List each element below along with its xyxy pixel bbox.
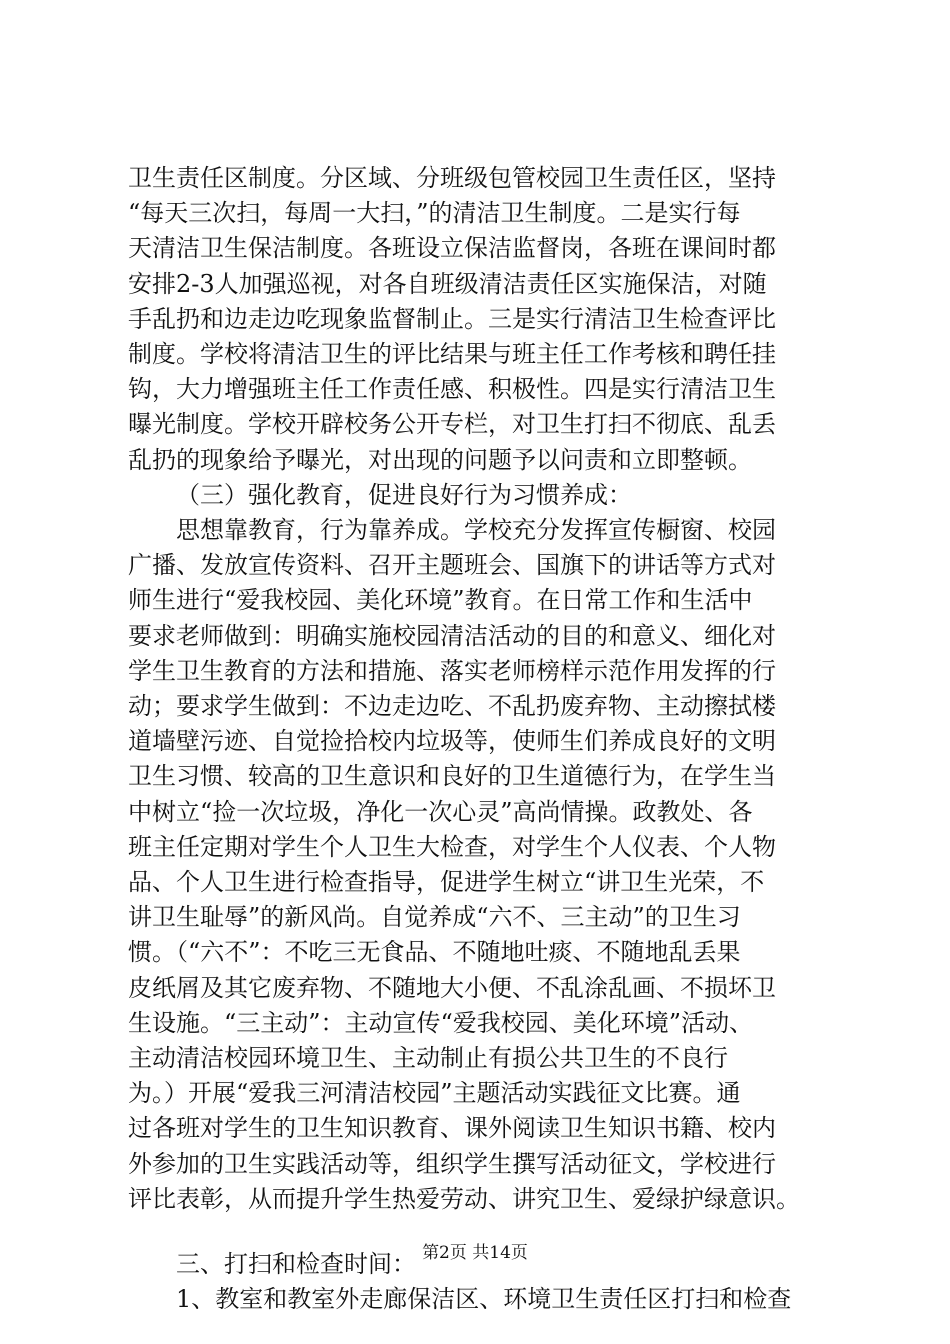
text-line: “每天三次扫，每周一大扫，”的清洁卫生制度。二是实行每 (128, 199, 741, 228)
text-line: 道墙壁污迹、自觉捡拾校内垃圾等，使师生们养成良好的文明 (128, 727, 776, 756)
text-line: 卫生习惯、较高的卫生意识和良好的卫生道德行为，在学生当 (128, 762, 776, 791)
text-line: 卫生责任区制度。分区域、分班级包管校园卫生责任区，坚持 (128, 164, 776, 192)
section-heading: （三）强化教育，促进良好行为习惯养成： (176, 480, 632, 509)
text-line: 要求老师做到：明确实施校园清洁活动的目的和意义、细化对 (128, 621, 776, 650)
text-line: 安排2-3人加强巡视，对各自班级清洁责任区实施保洁，对随 (128, 269, 767, 298)
text-line: 惯。（“六不”：不吃三无食品、不随地吐痰、不随地乱丢果 (128, 938, 741, 967)
paragraph-first-line: 思想靠教育，行为靠养成。学校充分发挥宣传橱窗、校园 (176, 516, 776, 544)
text-line: 过各班对学生的卫生知识教育、课外阅读卫生知识书籍、校内 (128, 1114, 776, 1143)
text-line: 广播、发放宣传资料、召开主题班会、国旗下的讲话等方式对 (128, 551, 776, 580)
text-line: 皮纸屑及其它废弃物、不随地大小便、不乱涂乱画、不损坏卫 (128, 973, 776, 1002)
section-heading: 三、打扫和检查时间： (176, 1250, 416, 1278)
text-line: 手乱扔和边走边吃现象监督制止。三是实行清洁卫生检查评比 (128, 304, 776, 333)
text-line: 为。）开展“爱我三河清洁校园”主题活动实践征文比赛。通 (128, 1079, 741, 1108)
text-line: 学生卫生教育的方法和措施、落实老师榜样示范作用发挥的行 (128, 656, 776, 685)
text-line: 主动清洁校园环境卫生、主动制止有损公共卫生的不良行 (128, 1044, 728, 1072)
text-line: 师生进行“爱我校园、美化环境”教育。在日常工作和生活中 (128, 586, 753, 615)
list-item: 1、教室和教室外走廊保洁区、环境卫生责任区打扫和检查 (176, 1285, 792, 1314)
text-line: 钩，大力增强班主任工作责任感、积极性。四是实行清洁卫生 (128, 375, 776, 404)
text-line: 乱扔的现象给予曝光，对出现的问题予以问责和立即整顿。 (128, 445, 752, 474)
text-line: 生设施。“三主动”：主动宣传“爱我校园、美化环境”活动、 (128, 1008, 754, 1037)
text-line: 评比表彰，从而提升学生热爱劳动、讲究卫生、爱绿护绿意识。 (128, 1184, 800, 1213)
text-line: 天清洁卫生保洁制度。各班设立保洁监督岗，各班在课间时都 (128, 234, 776, 263)
text-line: 制度。学校将清洁卫生的评比结果与班主任工作考核和聘任挂 (128, 340, 776, 368)
text-line: 中树立“捡一次垃圾，净化一次心灵”高尚情操。政教处、各 (128, 797, 753, 826)
page-number-footer: 第2页 共14页 (422, 1243, 528, 1263)
text-line: 品、个人卫生进行检查指导，促进学生树立“讲卫生光荣，不 (128, 868, 765, 896)
text-line: 外参加的卫生实践活动等，组织学生撰写活动征文，学校进行 (128, 1149, 776, 1178)
text-line: 班主任定期对学生个人卫生大检查，对学生个人仪表、个人物 (128, 832, 776, 861)
text-line: 曝光制度。学校开辟校务公开专栏，对卫生打扫不彻底、乱丢 (128, 410, 776, 439)
text-line: 动；要求学生做到：不边走边吃、不乱扔废弃物、主动擦拭楼 (128, 692, 776, 720)
text-line: 讲卫生耻辱”的新风尚。自觉养成“六不、三主动”的卫生习 (128, 903, 741, 932)
